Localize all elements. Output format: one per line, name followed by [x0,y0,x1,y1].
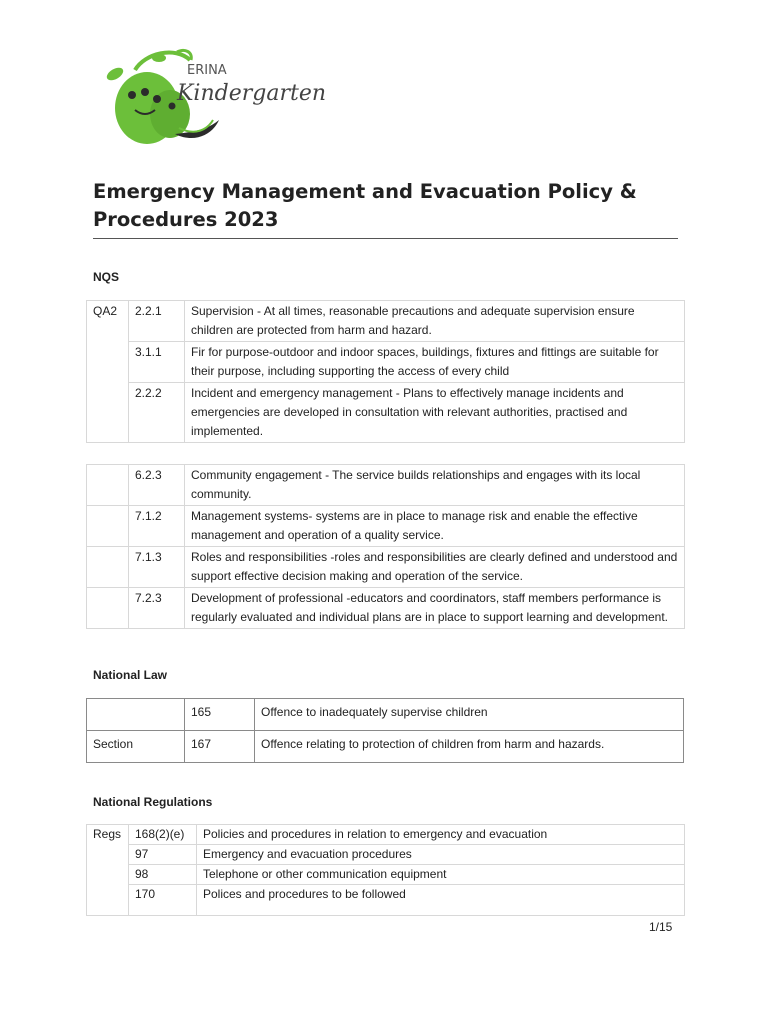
table-row [87,301,685,342]
regs-label: Regs [87,825,129,916]
reg-number: 97 [129,845,197,865]
title-line-2: Procedures 2023 [93,208,279,231]
section-label: Section [87,731,185,763]
table-row [87,845,685,865]
logo-bottom-text: Kindergarten [177,81,327,106]
reg-number: 170 [129,885,197,916]
law-section-number: 167 [185,731,255,763]
national-regulations-table [86,824,685,916]
table-row [87,825,685,845]
table-row [87,547,685,588]
logo-top-text: ERINA [187,63,227,78]
nqs-code: 3.1.1 [129,342,185,383]
reg-text: Polices and procedures to be followed [197,885,685,916]
reg-text: Policies and procedures in relation to emergency and evacuation [197,825,685,845]
page-number: 1/15 [649,920,673,934]
nqs-code: 6.2.3 [129,465,185,506]
national-law-table [86,698,684,763]
reg-number: 168(2)(e) [129,825,197,845]
reg-text: Emergency and evacuation procedures [197,845,685,865]
reg-text: Telephone or other communication equipment [197,865,685,885]
table-row [87,465,685,506]
law-section-text: Offence relating to protection of children from harm and hazards. [255,731,684,763]
nqs-text: Roles and responsibilities -roles and responsibilities are clearly defined and understood and support effective decision making and operation of the service. [185,547,685,588]
nqs-code: 7.2.3 [129,588,185,629]
nqs-text: Community engagement - The service builds relationships and engages with its local community. [185,465,685,506]
nqs-text: Incident and emergency management - Plans to effectively manage incidents and emergencies are developed in consultation with relevant authorities, practised and implemented. [185,383,685,443]
reg-number: 98 [129,865,197,885]
blank-cell [87,506,129,547]
title-line-1: Emergency Management and Evacuation Policy & [93,180,637,203]
nqs-code: 2.2.2 [129,383,185,443]
blank-cell [87,465,129,506]
table-row [87,731,684,763]
table-row [87,865,685,885]
table-row [87,885,685,916]
nqs-text: Supervision - At all times, reasonable precautions and adequate supervision ensure children are protected from harm and hazard. [185,301,685,342]
qa-label: QA2 [87,301,129,443]
national-regulations-heading: National Regulations [93,795,213,809]
nqs-code: 7.1.2 [129,506,185,547]
blank-cell [87,547,129,588]
nqs-text: Development of professional -educators and coordinators, staff members performance is regularly evaluated and individual plans are in place to support learning and development. [185,588,685,629]
table-row [87,699,684,731]
table-row [87,342,685,383]
table-row [87,588,685,629]
national-law-heading: National Law [93,668,168,682]
nqs-heading: NQS [93,270,120,284]
law-section-text: Offence to inadequately supervise children [255,699,684,731]
table-row [87,383,685,443]
nqs-table-1 [86,300,685,443]
page-title [93,178,678,239]
nqs-text: Management systems- systems are in place to manage risk and enable the effective management and operation of a quality service. [185,506,685,547]
nqs-table-2 [86,464,685,629]
law-section-number: 165 [185,699,255,731]
nqs-text: Fir for purpose-outdoor and indoor spaces, buildings, fixtures and fittings are suitable for their purpose, including supporting the access of every child [185,342,685,383]
nqs-code: 2.2.1 [129,301,185,342]
table-row [87,506,685,547]
erina-kindergarten-logo [95,48,327,148]
blank-cell [87,588,129,629]
nqs-code: 7.1.3 [129,547,185,588]
blank-cell [87,699,185,731]
